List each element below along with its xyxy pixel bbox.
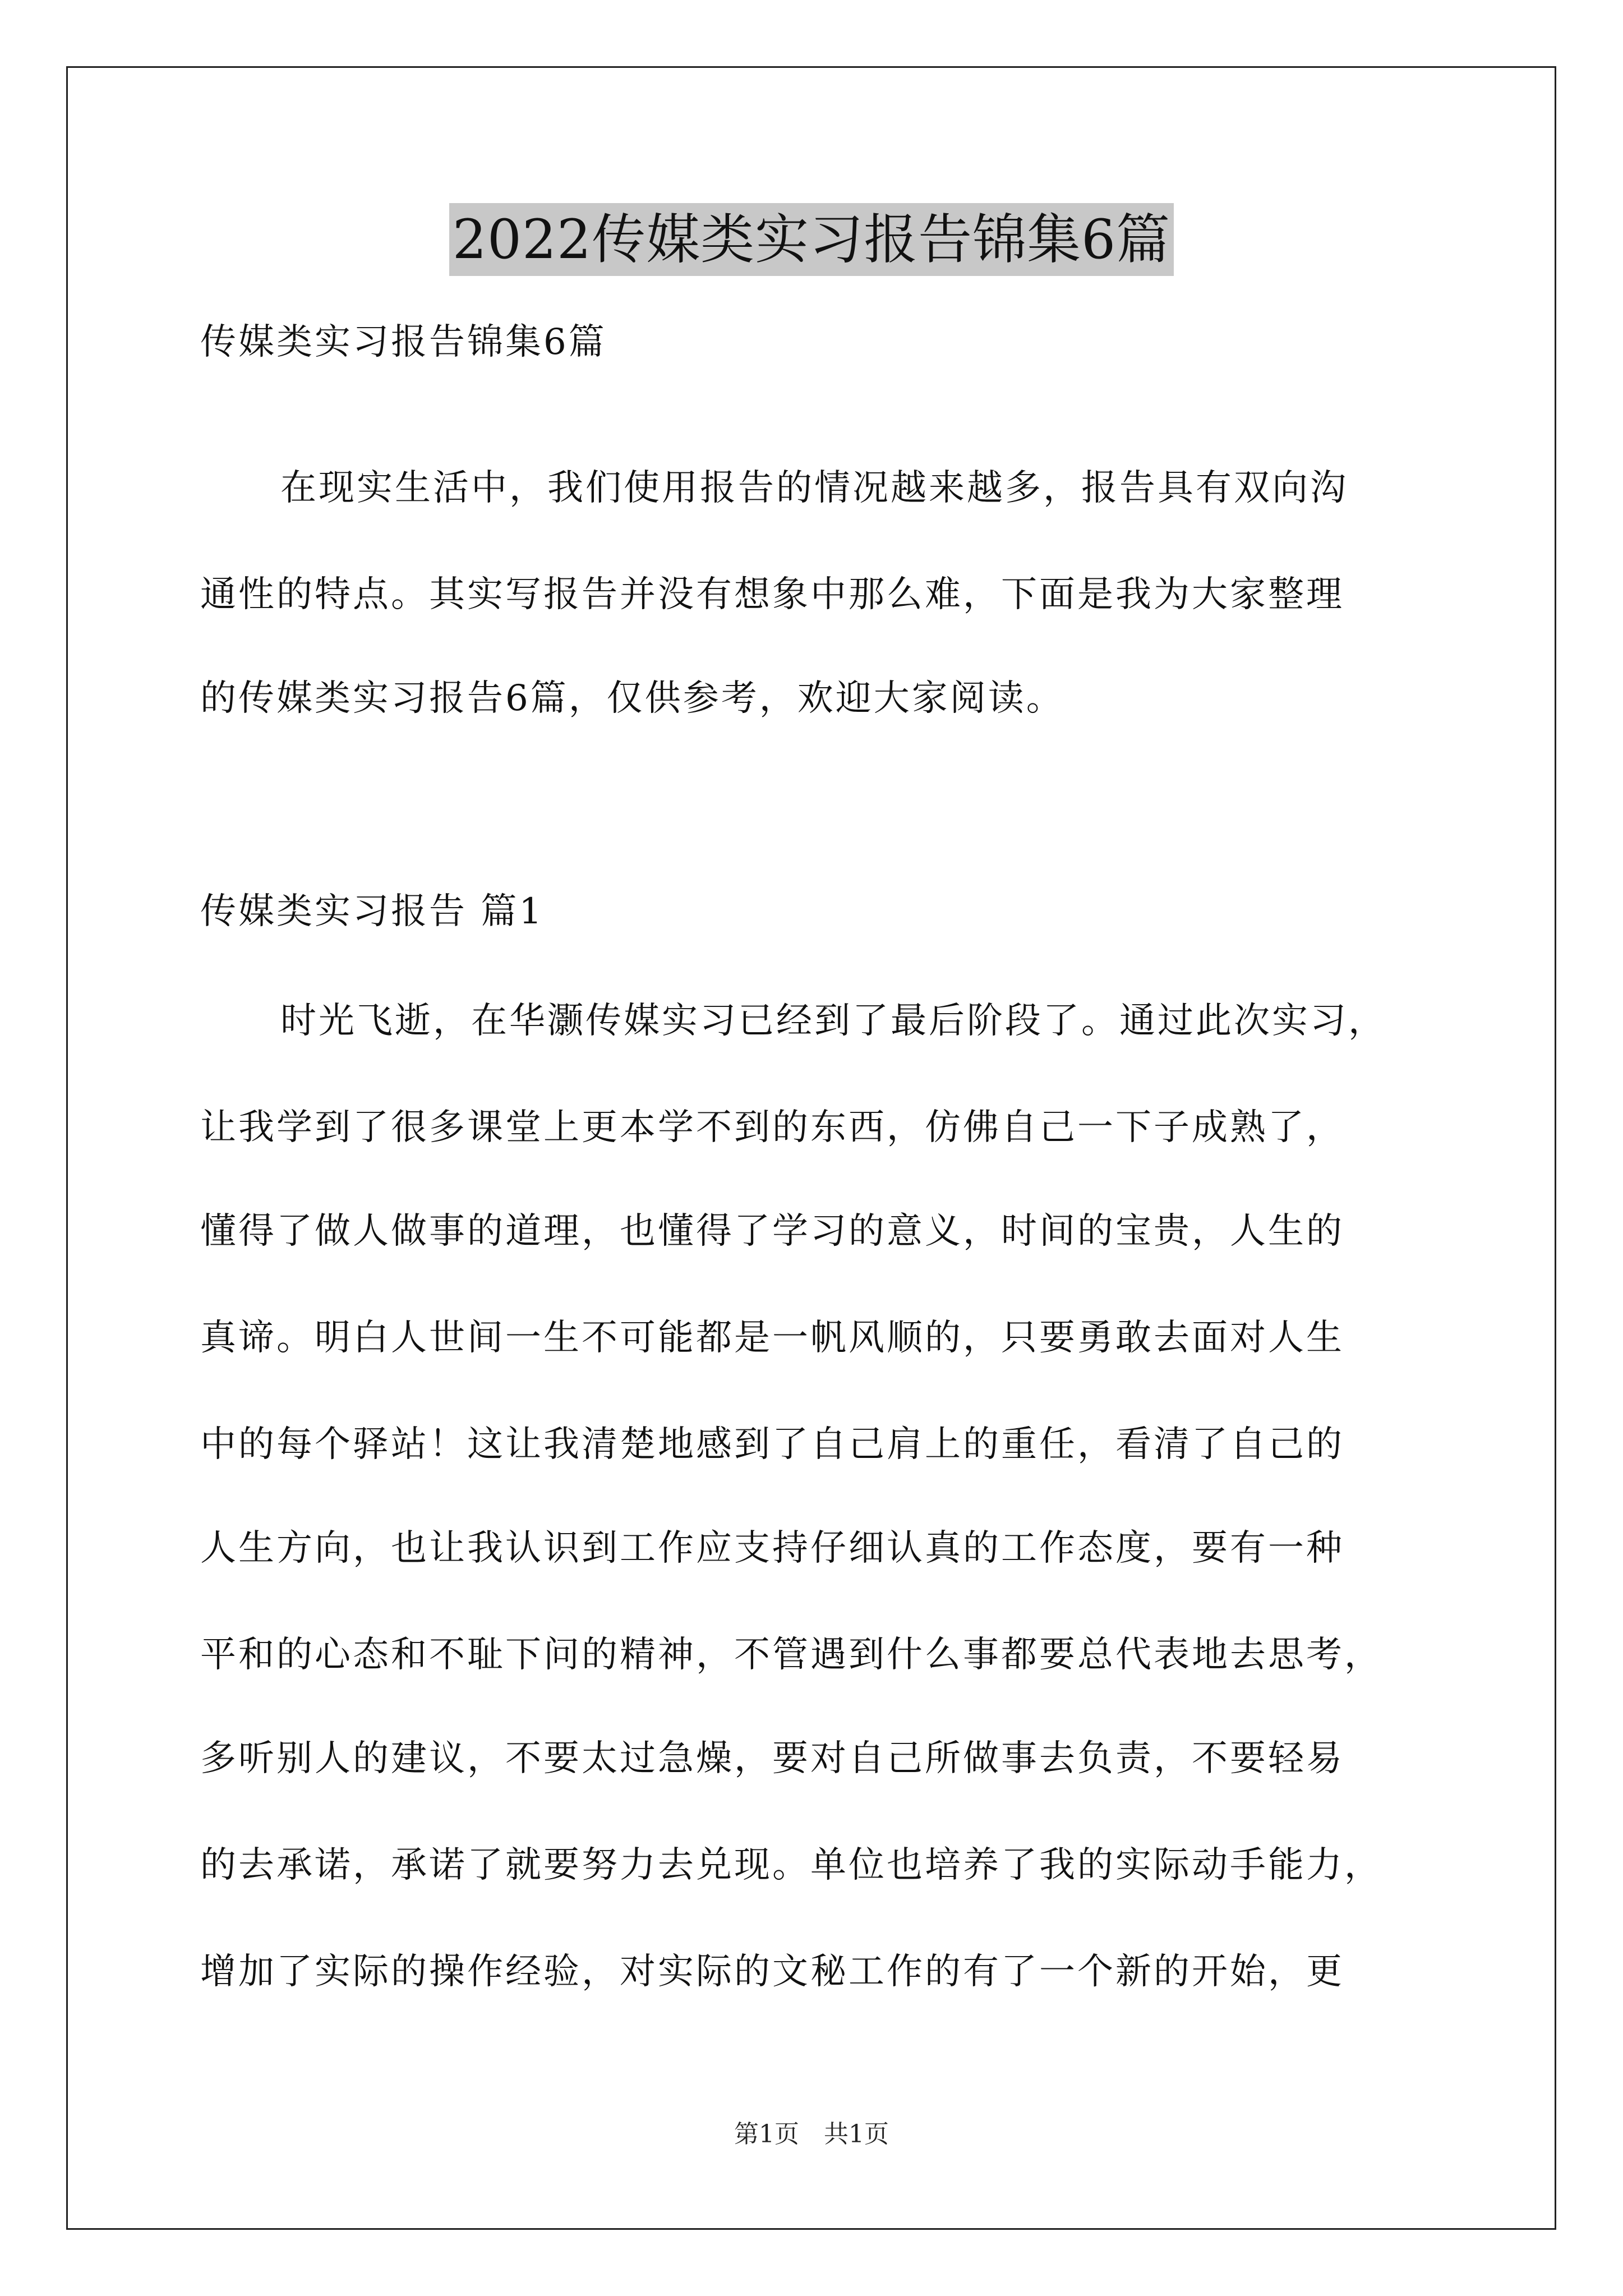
body-line-10: 增加了实际的操作经验，对实际的文秘工作的有了一个新的开始，更 xyxy=(200,1951,1344,1993)
page-footer: 第1页 共1页 xyxy=(734,2120,889,2148)
body-line-3: 懂得了做人做事的道理，也懂得了学习的意义，时间的宝贵，人生的 xyxy=(200,1211,1344,1252)
body-line-7: 平和的心态和不耻下问的精神，不管遇到什么事都要总代表地去思考， xyxy=(200,1634,1382,1676)
section-heading: 传媒类实习报告 篇1 xyxy=(200,891,545,932)
body-line-5: 中的每个驿站！这让我清楚地感到了自己肩上的重任，看清了自己的 xyxy=(200,1424,1344,1465)
intro-line-2: 通性的特点。其实写报告并没有想象中那么难，下面是我为大家整理 xyxy=(200,574,1344,615)
body-line-9: 的去承诺，承诺了就要努力去兑现。单位也培养了我的实际动手能力， xyxy=(200,1844,1382,1886)
body-line-1: 时光飞逝，在华灏传媒实习已经到了最后阶段了。通过此次实习， xyxy=(280,1000,1386,1042)
body-line-4: 真谛。明白人世间一生不可能都是一帆风顺的，只要勇敢去面对人生 xyxy=(200,1317,1344,1359)
document-subtitle: 传媒类实习报告锦集6篇 xyxy=(200,321,607,363)
body-line-2: 让我学到了很多课堂上更本学不到的东西，仿佛自己一下子成熟了， xyxy=(200,1107,1344,1148)
body-line-8: 多听别人的建议，不要太过急燥，要对自己所做事去负责，不要轻易 xyxy=(200,1738,1344,1779)
body-line-6: 人生方向，也让我认识到工作应支持仔细认真的工作态度，要有一种 xyxy=(200,1527,1344,1569)
document-title: 2022传媒类实习报告锦集6篇 xyxy=(449,203,1174,276)
title-container xyxy=(0,203,1623,276)
intro-line-3: 的传媒类实习报告6篇，仅供参考，欢迎大家阅读。 xyxy=(200,678,1064,719)
intro-line-1: 在现实生活中，我们使用报告的情况越来越多，报告具有双向沟 xyxy=(280,467,1348,509)
